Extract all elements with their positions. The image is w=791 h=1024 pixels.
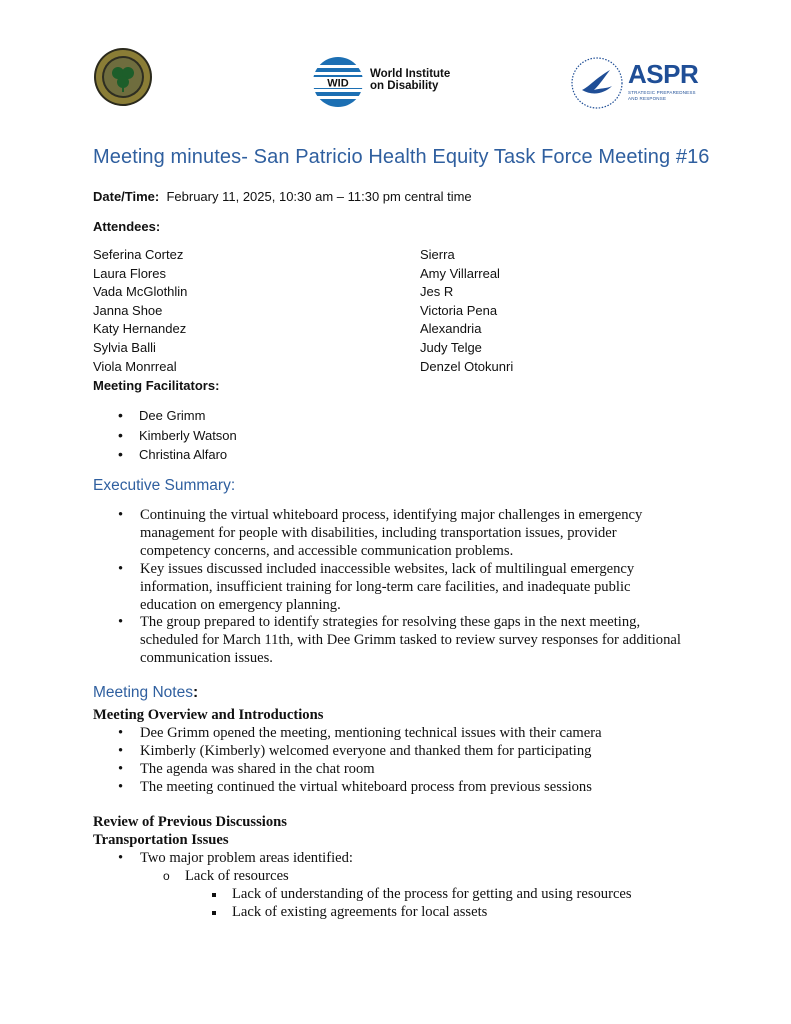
summary-item: • Key issues discussed included inaccessible websites, lack of multilingual emergency information, insufficient training for long-term care facilities, and inadequate public education on emergency planning. [118,561,688,615]
overview-heading: Meeting Overview and Introductions [93,707,324,723]
aspr-subtitle: STRATEGIC PREPAREDNESS AND RESPONSE [628,90,696,101]
executive-summary-heading: Executive Summary: [93,477,236,494]
attendee-name: Judy Telge [420,339,482,355]
wid-logo [312,56,462,108]
facilitator-item: • Dee Grimm [118,406,237,426]
attendee-name: Vada McGlothlin [93,284,188,300]
facilitators-label: Meeting Facilitators: [93,378,220,393]
sub-sub-list [210,886,632,922]
wid-mark-text: WID [327,77,349,90]
county-seal-logo [93,47,153,107]
document-title: Meeting minutes- San Patricio Health Equity Task Force Meeting #16 [93,146,710,168]
facilitator-item: • Christina Alfaro [118,445,237,465]
attendee-name: Jes R [420,284,454,300]
wid-name-line2: on Disability [370,80,439,92]
attendee-name: Katy Hernandez [93,321,187,337]
meeting-notes-heading-text: Meeting Notes [93,684,193,701]
attendee-name: Seferina Cortez [93,247,184,262]
overview-list [118,725,602,797]
meeting-notes-colon: : [192,684,199,701]
attendee-name: Sylvia Balli [93,339,156,355]
attendee-name: Victoria Pena [420,302,498,318]
aspr-logo [570,56,700,112]
wid-globe-icon [312,56,364,108]
attendees-left-column [93,246,187,376]
attendee-name: Alexandria [420,321,482,337]
overview-item: • Dee Grimm opened the meeting, mentioning technical issues with their camera [118,725,602,743]
review-heading: Review of Previous Discussions [93,814,287,830]
wid-name-line1: World Institute [370,68,451,80]
attendee-name: Denzel Otokunri [420,358,514,374]
attendee-name: Janna Shoe [93,302,163,318]
overview-item: • The meeting continued the virtual whiteboard process from previous sessions [118,779,602,797]
attendee-name: Sierra [420,247,455,262]
attendee-name: Laura Flores [93,265,166,281]
transportation-list [118,850,353,868]
attendees-label: Attendees: [93,219,161,234]
circle-bullet-marker: o [163,869,170,883]
transportation-heading: Transportation Issues [93,832,229,848]
date-time-label: Date/Time: [93,189,160,204]
attendee-name: Amy Villarreal [420,265,500,281]
sub-item-text: Lack of resources [185,868,289,884]
wid-name [370,68,450,92]
attendee-name: Viola Monrreal [93,358,177,374]
sub-sub-item: Lack of existing agreements for local assets [210,904,632,922]
sub-sub-item: Lack of understanding of the process for getting and using resources [210,886,632,904]
hhs-eagle-seal-icon [570,56,624,110]
executive-summary-list [118,507,688,668]
transportation-item: • Two major problem areas identified: [118,850,353,868]
date-time-line [93,189,472,204]
header-logos [0,42,791,114]
summary-item: • Continuing the virtual whiteboard process, identifying major challenges in emergency management for people with disabilities, including transportation issues, provider competency concerns, and accessible communication problems. [118,507,688,561]
facilitators-list [118,406,237,465]
meeting-notes-heading [93,684,198,702]
attendees-right-column [420,246,513,376]
summary-item: • The group prepared to identify strategies for resolving these gaps in the next meeting, scheduled for March 11th, with Dee Grimm tasked to review survey responses for additional communication issues. [118,614,688,668]
aspr-wordmark: ASPR [628,59,699,89]
overview-item: • The agenda was shared in the chat room [118,761,602,779]
overview-item: • Kimberly (Kimberly) welcomed everyone and thanked them for participating [118,743,602,761]
date-time-value: February 11, 2025, 10:30 am – 11:30 pm central time [166,189,472,204]
facilitator-item: • Kimberly Watson [118,426,237,446]
